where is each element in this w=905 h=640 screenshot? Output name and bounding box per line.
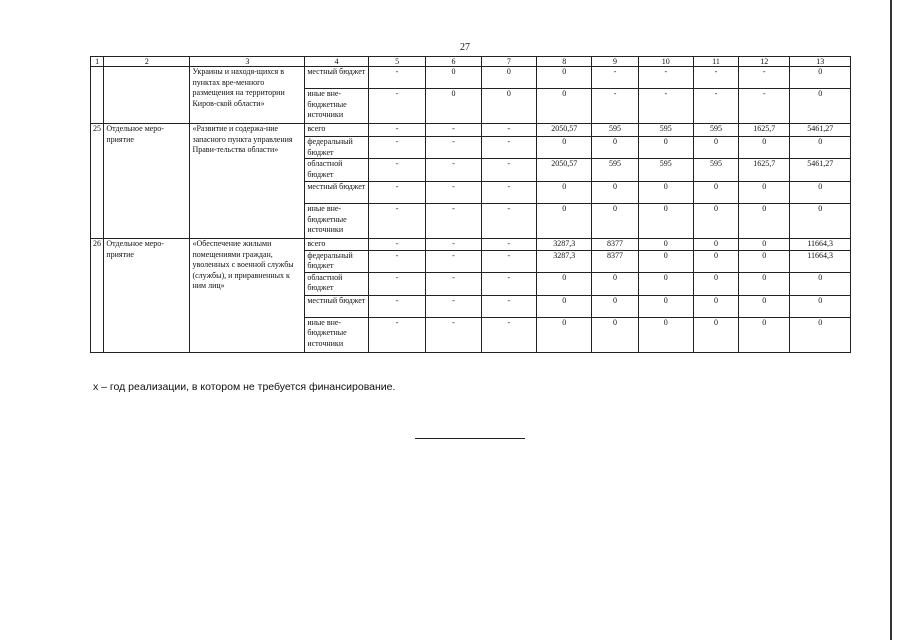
row-number-cell: 26 xyxy=(91,239,104,353)
value-cell: 0 xyxy=(790,67,851,89)
value-cell: - xyxy=(368,89,425,124)
value-cell: 0 xyxy=(739,250,790,272)
value-cell: 1625,7 xyxy=(739,124,790,137)
value-cell: 3287,3 xyxy=(537,239,592,251)
value-cell: 0 xyxy=(693,204,738,239)
value-cell: - xyxy=(426,295,481,317)
value-cell: 0 xyxy=(638,204,693,239)
column-number-row xyxy=(91,57,851,67)
funding-source-cell: иные вне-бюджетные источники xyxy=(305,317,369,352)
value-cell: 2050,57 xyxy=(537,124,592,137)
value-cell: 8377 xyxy=(592,239,638,251)
value-cell: 595 xyxy=(592,124,638,137)
value-cell: - xyxy=(368,272,425,295)
value-cell: 0 xyxy=(739,182,790,204)
value-cell: 1625,7 xyxy=(739,159,790,182)
value-cell: - xyxy=(693,89,738,124)
value-cell: 0 xyxy=(693,182,738,204)
value-cell: 0 xyxy=(426,89,481,124)
column-header: 9 xyxy=(592,57,638,67)
value-cell: 0 xyxy=(537,137,592,159)
value-cell: - xyxy=(638,67,693,89)
value-cell: 0 xyxy=(693,317,738,352)
funding-source-cell: иные вне-бюджетные источники xyxy=(305,204,369,239)
value-cell: 0 xyxy=(790,137,851,159)
end-divider-line xyxy=(415,438,525,439)
value-cell: - xyxy=(368,159,425,182)
value-cell: 0 xyxy=(638,295,693,317)
value-cell: - xyxy=(638,89,693,124)
value-cell: - xyxy=(481,124,536,137)
value-cell: - xyxy=(481,182,536,204)
value-cell: - xyxy=(693,67,738,89)
value-cell: 595 xyxy=(638,159,693,182)
value-cell: 0 xyxy=(739,317,790,352)
value-cell: - xyxy=(368,182,425,204)
value-cell: 0 xyxy=(592,317,638,352)
value-cell: 11664,3 xyxy=(790,250,851,272)
column-header: 5 xyxy=(368,57,425,67)
item-type-cell: Отдельное меро-приятие xyxy=(104,124,190,239)
value-cell: 0 xyxy=(739,272,790,295)
funding-source-cell: областной бюджет xyxy=(305,159,369,182)
value-cell: 0 xyxy=(693,137,738,159)
value-cell: 0 xyxy=(426,67,481,89)
row-number-cell xyxy=(91,67,104,124)
value-cell: - xyxy=(481,137,536,159)
value-cell: - xyxy=(368,317,425,352)
value-cell: 0 xyxy=(693,272,738,295)
item-name-cell: Украины и находя-щихся в пунктах вре-менного размещения на территории Киров-ской области» xyxy=(190,67,305,124)
funding-source-cell: федеральный бюджет xyxy=(305,137,369,159)
funding-source-cell: местный бюджет xyxy=(305,295,369,317)
column-header: 7 xyxy=(481,57,536,67)
item-type-cell xyxy=(104,67,190,124)
value-cell: 0 xyxy=(790,204,851,239)
value-cell: - xyxy=(426,272,481,295)
column-header: 1 xyxy=(91,57,104,67)
funding-source-cell: местный бюджет xyxy=(305,67,369,89)
row-number-cell: 25 xyxy=(91,124,104,239)
funding-source-cell: всего xyxy=(305,239,369,251)
value-cell: - xyxy=(481,204,536,239)
value-cell: - xyxy=(426,250,481,272)
value-cell: 0 xyxy=(790,89,851,124)
value-cell: - xyxy=(368,250,425,272)
value-cell: 595 xyxy=(693,124,738,137)
value-cell: - xyxy=(368,124,425,137)
value-cell: 0 xyxy=(739,239,790,251)
value-cell: 0 xyxy=(592,204,638,239)
value-cell: 8377 xyxy=(592,250,638,272)
column-header: 4 xyxy=(305,57,369,67)
table-row xyxy=(91,67,851,89)
value-cell: 0 xyxy=(481,89,536,124)
value-cell: 0 xyxy=(638,137,693,159)
value-cell: - xyxy=(368,204,425,239)
value-cell: - xyxy=(426,239,481,251)
column-header: 10 xyxy=(638,57,693,67)
value-cell: 0 xyxy=(592,137,638,159)
value-cell: 595 xyxy=(592,159,638,182)
table-row xyxy=(91,239,851,251)
value-cell: 5461,27 xyxy=(790,124,851,137)
value-cell: - xyxy=(481,295,536,317)
item-type-cell: Отдельное меро-приятие xyxy=(104,239,190,353)
value-cell: 5461,27 xyxy=(790,159,851,182)
value-cell: - xyxy=(426,159,481,182)
value-cell: - xyxy=(481,250,536,272)
budget-table xyxy=(90,56,851,353)
value-cell: 0 xyxy=(638,239,693,251)
value-cell: - xyxy=(426,204,481,239)
column-header: 3 xyxy=(190,57,305,67)
value-cell: - xyxy=(368,67,425,89)
value-cell: 0 xyxy=(592,182,638,204)
funding-source-cell: областной бюджет xyxy=(305,272,369,295)
page-number: 27 xyxy=(460,42,470,53)
table-row xyxy=(91,124,851,137)
value-cell: - xyxy=(368,239,425,251)
value-cell: - xyxy=(426,124,481,137)
funding-source-cell: федеральный бюджет xyxy=(305,250,369,272)
value-cell: 0 xyxy=(739,204,790,239)
value-cell: 0 xyxy=(592,295,638,317)
value-cell: - xyxy=(426,317,481,352)
item-name-cell: «Развитие и содержа-ние запасного пункта управления Прави-тельства области» xyxy=(190,124,305,239)
value-cell: 0 xyxy=(739,295,790,317)
value-cell: - xyxy=(426,182,481,204)
column-header: 11 xyxy=(693,57,738,67)
column-header: 12 xyxy=(739,57,790,67)
value-cell: - xyxy=(481,317,536,352)
funding-source-cell: всего xyxy=(305,124,369,137)
value-cell: 0 xyxy=(638,272,693,295)
value-cell: 0 xyxy=(537,317,592,352)
value-cell: 0 xyxy=(537,89,592,124)
value-cell: 0 xyxy=(693,295,738,317)
funding-source-cell: иные вне-бюджетные источники xyxy=(305,89,369,124)
column-header: 13 xyxy=(790,57,851,67)
column-header: 8 xyxy=(537,57,592,67)
value-cell: 595 xyxy=(638,124,693,137)
value-cell: - xyxy=(368,137,425,159)
page-edge-rule xyxy=(890,0,892,640)
value-cell: 595 xyxy=(693,159,738,182)
value-cell: 0 xyxy=(693,250,738,272)
value-cell: 0 xyxy=(638,317,693,352)
value-cell: 0 xyxy=(739,137,790,159)
value-cell: 0 xyxy=(592,272,638,295)
value-cell: 0 xyxy=(638,250,693,272)
footnote: х – год реализации, в котором не требуется финансирование. xyxy=(93,381,396,393)
funding-source-cell: местный бюджет xyxy=(305,182,369,204)
value-cell: - xyxy=(739,89,790,124)
column-header: 6 xyxy=(426,57,481,67)
value-cell: - xyxy=(481,159,536,182)
value-cell: - xyxy=(481,272,536,295)
value-cell: 0 xyxy=(693,239,738,251)
value-cell: 0 xyxy=(537,67,592,89)
column-header: 2 xyxy=(104,57,190,67)
value-cell: - xyxy=(739,67,790,89)
value-cell: 0 xyxy=(790,295,851,317)
value-cell: 0 xyxy=(537,295,592,317)
value-cell: - xyxy=(426,137,481,159)
value-cell: 3287,3 xyxy=(537,250,592,272)
value-cell: 11664,3 xyxy=(790,239,851,251)
value-cell: 0 xyxy=(481,67,536,89)
value-cell: 2050,57 xyxy=(537,159,592,182)
value-cell: 0 xyxy=(537,182,592,204)
item-name-cell: «Обеспечение жилыми помещениями граждан, уволенных с военной службы (службы), и приравненных к ним лиц» xyxy=(190,239,305,353)
value-cell: 0 xyxy=(790,317,851,352)
value-cell: 0 xyxy=(537,272,592,295)
value-cell: - xyxy=(368,295,425,317)
value-cell: - xyxy=(592,89,638,124)
value-cell: 0 xyxy=(790,272,851,295)
value-cell: - xyxy=(481,239,536,251)
value-cell: 0 xyxy=(537,204,592,239)
value-cell: - xyxy=(592,67,638,89)
value-cell: 0 xyxy=(790,182,851,204)
value-cell: 0 xyxy=(638,182,693,204)
